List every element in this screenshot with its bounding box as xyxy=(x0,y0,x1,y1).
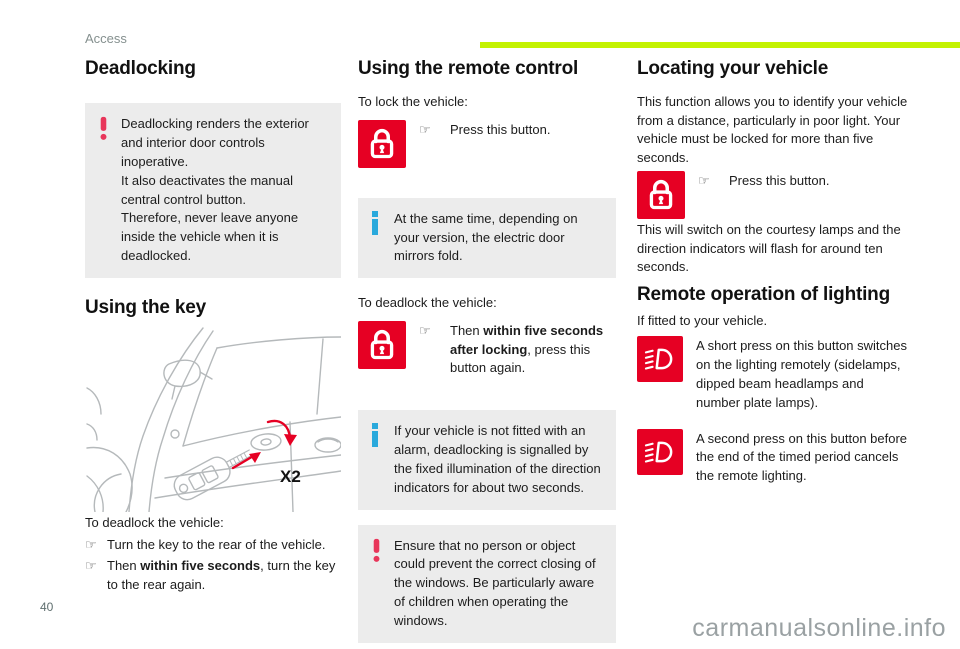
lighting-step-1-text: A short press on this button switches on the lighting remotely (sidelamps, dipped beam headlamps and number plate lamps). xyxy=(696,338,907,410)
column-remote-control xyxy=(358,58,616,643)
key-turns-label: X2 xyxy=(280,467,301,487)
page-number: 40 xyxy=(40,600,54,614)
key-step-1: ☞ Turn the key to the rear of the vehicle. xyxy=(85,536,341,554)
warning-box-windows xyxy=(358,525,616,643)
warning-exclamation-icon xyxy=(370,537,394,631)
pointer-icon: ☞ xyxy=(85,536,97,552)
warning-line: It also deactivates the manual central control button. xyxy=(121,172,293,207)
info-icon xyxy=(370,422,394,497)
section-title-deadlocking: Deadlocking xyxy=(85,58,196,79)
headlamp-button xyxy=(637,429,683,475)
column-locating-vehicle xyxy=(637,58,908,486)
remote-lock-button xyxy=(637,171,685,219)
lock-step-row xyxy=(358,120,616,168)
pointer-icon: ☞ xyxy=(419,121,431,137)
pointer-icon: ☞ xyxy=(85,558,97,574)
locating-intro: This function allows you to identify your vehicle from a distance, particularly in poor light. Your vehicle must be locked for more than five seconds. xyxy=(637,94,908,165)
running-header: Access xyxy=(85,31,127,46)
info-box-alarm xyxy=(358,410,616,509)
column-deadlocking xyxy=(85,58,341,594)
info-box-alarm-text: If your vehicle is not fitted with an alarm, deadlocking is signalled by the fixed illumination of the direction indicators for about two seconds. xyxy=(394,423,601,495)
locating-result: This will switch on the courtesy lamps and the direction indicators will flash for around ten seconds. xyxy=(637,222,901,274)
section-title-locating: Locating your vehicle xyxy=(637,58,829,79)
warning-line: Therefore, never leave anyone inside the vehicle when it is deadlocked. xyxy=(121,210,299,264)
key-step-2: ☞ Then within five seconds, turn the key to the rear again. xyxy=(85,557,341,594)
lock-step-text: Press this button. xyxy=(450,121,551,137)
info-box-mirrors-text: At the same time, depending on your version, the electric door mirrors fold. xyxy=(394,210,578,264)
accent-bar xyxy=(480,42,960,48)
warning-box-windows-text: Ensure that no person or object could prevent the correct closing of the windows. Be particularly aware of children when operating the windows. xyxy=(394,537,596,628)
warning-box-deadlocking xyxy=(85,103,341,278)
section-title-remote-lighting: Remote operation of lighting xyxy=(637,284,890,306)
warning-line: Deadlocking renders the exterior and interior door controls inoperative. xyxy=(121,116,309,169)
key-illustration xyxy=(85,326,341,512)
warning-exclamation-icon xyxy=(97,115,121,266)
remote-lock-button xyxy=(358,321,406,369)
warning-box-text xyxy=(121,115,331,266)
info-icon xyxy=(370,210,394,267)
remote-lock-button xyxy=(358,120,406,168)
headlamp-button xyxy=(637,336,683,382)
lighting-step-2-text: A second press on this button before the end of the timed period cancels the remote lighting. xyxy=(696,430,908,484)
if-fitted-note: If fitted to your vehicle. xyxy=(637,312,768,328)
pointer-icon: ☞ xyxy=(419,322,431,338)
lock-intro: To lock the vehicle: xyxy=(358,94,468,110)
pointer-icon: ☞ xyxy=(698,173,710,189)
deadlock-remote-intro: To deadlock the vehicle: xyxy=(358,295,497,311)
section-title-remote-control: Using the remote control xyxy=(358,58,579,79)
lighting-step-row-2 xyxy=(637,429,908,487)
lighting-step-row-1 xyxy=(637,336,908,412)
deadlock-step-text: Then within five seconds after locking, press this button again. xyxy=(450,322,604,376)
deadlock-step-row xyxy=(358,321,616,379)
watermark: carmanualsonline.info xyxy=(692,614,946,642)
locating-step-text: Press this button. xyxy=(729,173,830,189)
section-title-using-the-key: Using the key xyxy=(85,297,206,319)
deadlock-key-intro: To deadlock the vehicle: xyxy=(85,515,224,531)
locating-step-row xyxy=(637,171,908,219)
info-box-mirrors xyxy=(358,198,616,279)
